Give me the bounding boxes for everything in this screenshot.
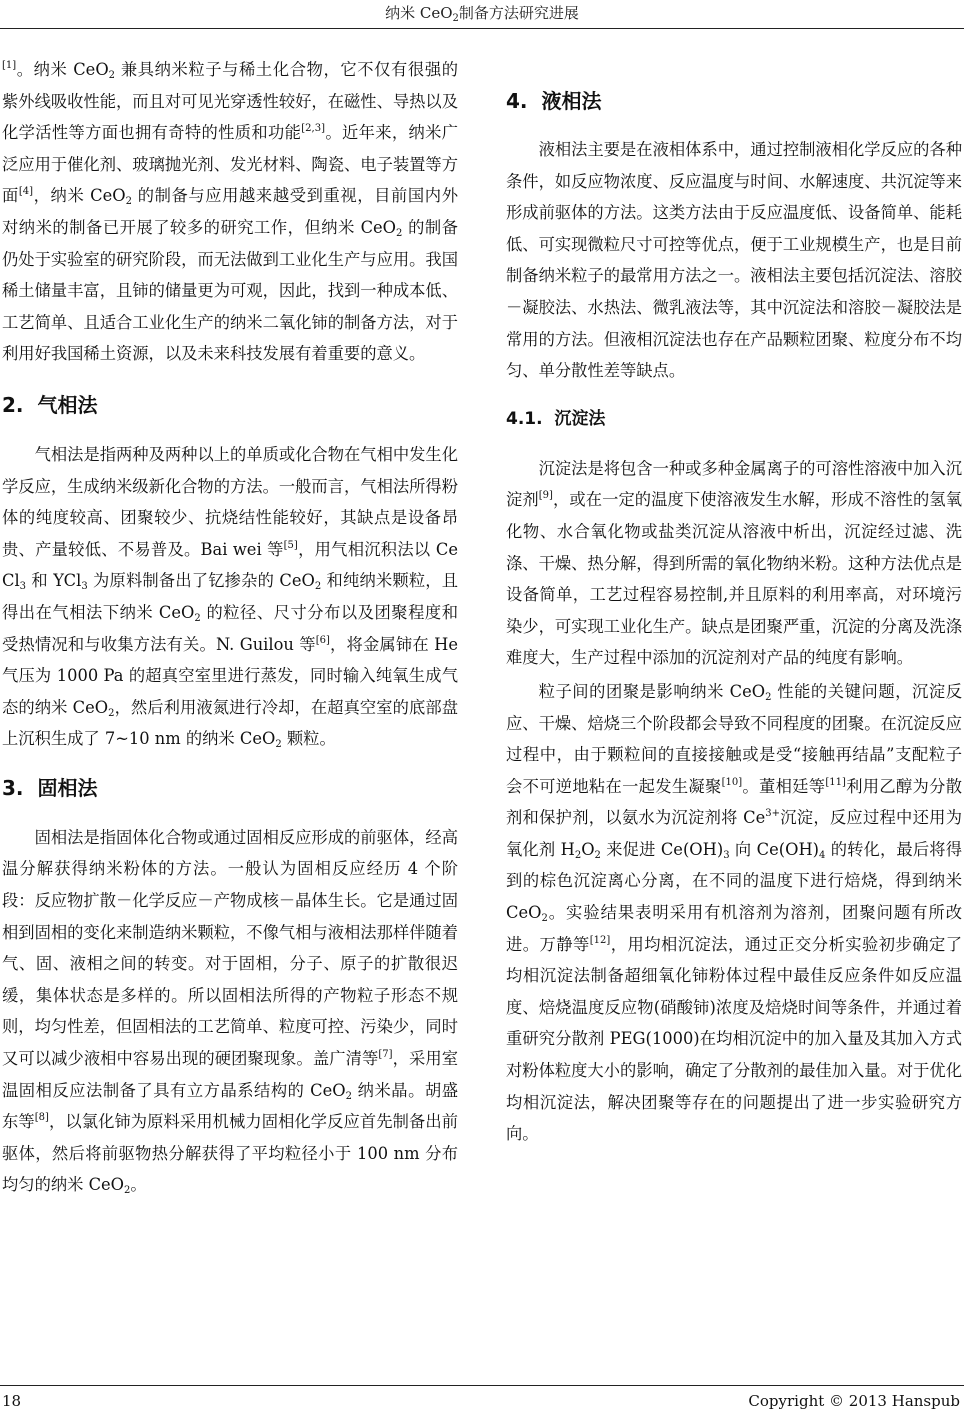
section-heading-gas: 2. 气相法 xyxy=(2,392,98,417)
header-title-suffix: 制备方法研究进展 xyxy=(458,4,579,22)
citation-9: [9] xyxy=(538,490,553,502)
citation-2-3: [2,3] xyxy=(301,123,325,135)
citation-4: [4] xyxy=(18,186,34,198)
header-rule xyxy=(0,28,964,29)
citation-5: [5] xyxy=(283,539,298,551)
liquid-phase-paragraph: 液相法主要是在液相体系中，通过控制液相化学反应的各种条件，如反应物浓度、反应温度与时间、水解速度、共沉淀等来形成前驱体的方法。这类方法由于反应温度低、设备简单、能耗低、可实现微粒尺寸可控等优点，便于工业规模生产，也是目前制备纳米粒子的最常用方法之一。液相法主要包括沉淀法、溶胶－凝胶法、水热法、微乳液法等，其中沉淀法和溶胶－凝胶法是常用的方法。但液相沉淀法也存在产品颗粒团聚、粒度分布不均匀、单分散性差等缺点。 xyxy=(506,140,962,381)
solid-phase-paragraph: 固相法是指固体化合物或通过固相反应形成的前驱体，经高温分解获得纳米粉体的方法。一般认为固相反应经历 4 个阶段：反应物扩散－化学反应－产物成核－晶体生长。它是通过固相到固相的变化来制造纳米颗粒，不像气相与液相法那样伴随着气、固、液相之间的转变。对于固相，分子、原子的扩散很迟缓，集体状态是多样的。所以固相法所得的产物粒子形态不规则，均匀性差，但固相法的工艺简单、粒度可控、污染少，同时又可以减少液相中容易出现的硬团聚现象。盖广清等[7]，采用室温固相反应法制备了具有立方晶系结构的 CeO$_2$ 纳米晶。胡盛东等[8]，以氯化铈为原料采用机械力固相化学反应首先制备出前驱体，然后将前驱物热分解获得了平均粒径小于 100 nm 分布均匀的纳米 CeO$_2$。 xyxy=(2,827,458,1197)
footer-rule xyxy=(0,1385,964,1386)
page-number: 18 xyxy=(2,1392,22,1410)
citation-6: [6] xyxy=(315,634,330,646)
citation-11: [11] xyxy=(825,776,846,788)
citation-8: [8] xyxy=(34,1112,49,1124)
citation-12: [12] xyxy=(589,934,611,946)
copyright-notice: Copyright © 2013 Hanspub xyxy=(748,1392,960,1410)
section-heading-liquid: 4. 液相法 xyxy=(506,89,602,113)
citation-7: [7] xyxy=(378,1049,393,1061)
running-header xyxy=(0,2,964,24)
precipitation-paragraph-1: 沉淀法是将包含一种或多种金属离子的可溶性溶液中加入沉淀剂[9]，或在一定的温度下使溶液发生水解，形成不溶性的氢氧化物、水合氧化物或盐类沉淀从溶液中析出，沉淀经过滤、洗涤、干燥、热分解，得到所需的氧化物纳米粉。这种方法优点是设备简单，工艺过程容易控制,并且原料的利用率高，对环境污染少，可实现工业化生产。缺点是团聚严重，沉淀的分离及洗涤难度大，生产过程中添加的沉淀剂对产品的纯度有影响。 xyxy=(506,458,962,668)
subsection-heading-precipitation: 4.1. 沉淀法 xyxy=(506,408,606,429)
gas-phase-paragraph: 气相法是指两种及两种以上的单质或化合物在气相中发生化学反应，生成纳米级新化合物的方法。一般而言，气相法所得粉体的纯度较高、团聚较少、抗烧结性能较好，其缺点是设备昂贵、产量较低、不易普及。Bai wei 等[5]，用气相沉积法以 CeCl$_3$ 和 YCl$_3$ 为原料制备出了钇掺杂的 CeO$_2$ 和纯纳米颗粒，且得出在气相法下纳米 CeO$_2$ 的粒径、尺寸分布以及团聚程度和受热情况和与收集方法有关。N. Guilou 等[6]，将金属铈在 He 气压为 1000 Pa 的超真空室里进行蒸发，同时输入纯氧生成气态的纳米 CeO$_2$，然后利用液氮进行冷却，在超真空室的底部盘上沉积生成了 7~10 nm 的纳米 CeO$_2$ 颗粒。 xyxy=(2,444,458,751)
citation-10: [10] xyxy=(721,776,743,788)
section-heading-solid: 3. 固相法 xyxy=(2,775,98,800)
citation-1: [1] xyxy=(2,60,17,71)
precipitation-paragraph-2: 粒子间的团聚是影响纳米 CeO$_2$ 性能的关键问题，沉淀反应、干燥、焙烧三个阶段都会导致不同程度的团聚。在沉淀反应过程中，由于颗粒间的直接接触或是受“接触再结晶”支配粒子会不可逆地粘在一起发生凝聚[10]。董相廷等[11]利用乙醇为分散剂和保护剂，以氨水为沉淀剂将 $Ce^{3+}$沉淀，反应过程中还用为氧化剂 $H_2O_2$ 来促进 $Ce(OH)_3$ 向 $Ce(OH)_4$ 的转化，最后将得到的棕色沉淀离心分离，在不同的温度下进行焙烧，得到纳米 CeO$_2$。实验结果表明采用有机溶剂为溶剂，团聚问题有所改进。万静等[12]，用均相沉淀法，通过正交分析实验初步确定了均相沉淀法制备超细氧化铈粉体过程中最佳反应条件如反应温度、焙烧温度反应物(硝酸铈)浓度及焙烧时间等条件，并通过着重研究分散剂 PEG(1000)在均相沉淀中的加入量及其加入方式对粉体粒度大小的影响，确定了分散剂的最佳加入量。对于优化均相沉淀法，解决团聚等存在的问题提出了进一步实验研究方向。 xyxy=(506,681,962,1144)
header-title-prefix: 纳米 CeO xyxy=(385,4,453,22)
intro-paragraph: [1]。纳米 CeO$_2$ 兼具纳米粒子与稀土化合物，它不仅有很强的紫外线吸收性能，而且对可见光穿透性较好，在磁性、导热以及化学活性等方面也拥有奇特的性质和功能[2,3]。近年来，纳米广泛应用于催化剂、玻璃抛光剂、发光材料、陶瓷、电子装置等方面[4]，纳米 CeO$_2$ 的制备与应用越来越受到重视，目前国内外对纳米的制备已开展了较多的研究工作，但纳米 CeO$_2$ 的制备仍处于实验室的研究阶段，而无法做到工业化生产与应用。我国稀土储量丰富，且铈的储量更为可观，因此，找到一种成本低、工艺简单、且适合工业化生产的纳米二氧化铈的制备方法，对于利用好我国稀土资源，以及未来科技发展有着重要的意义。 xyxy=(2,60,458,364)
left-column xyxy=(2,54,458,1201)
header-title-sub: 2 xyxy=(452,13,459,24)
right-column xyxy=(506,86,962,1150)
